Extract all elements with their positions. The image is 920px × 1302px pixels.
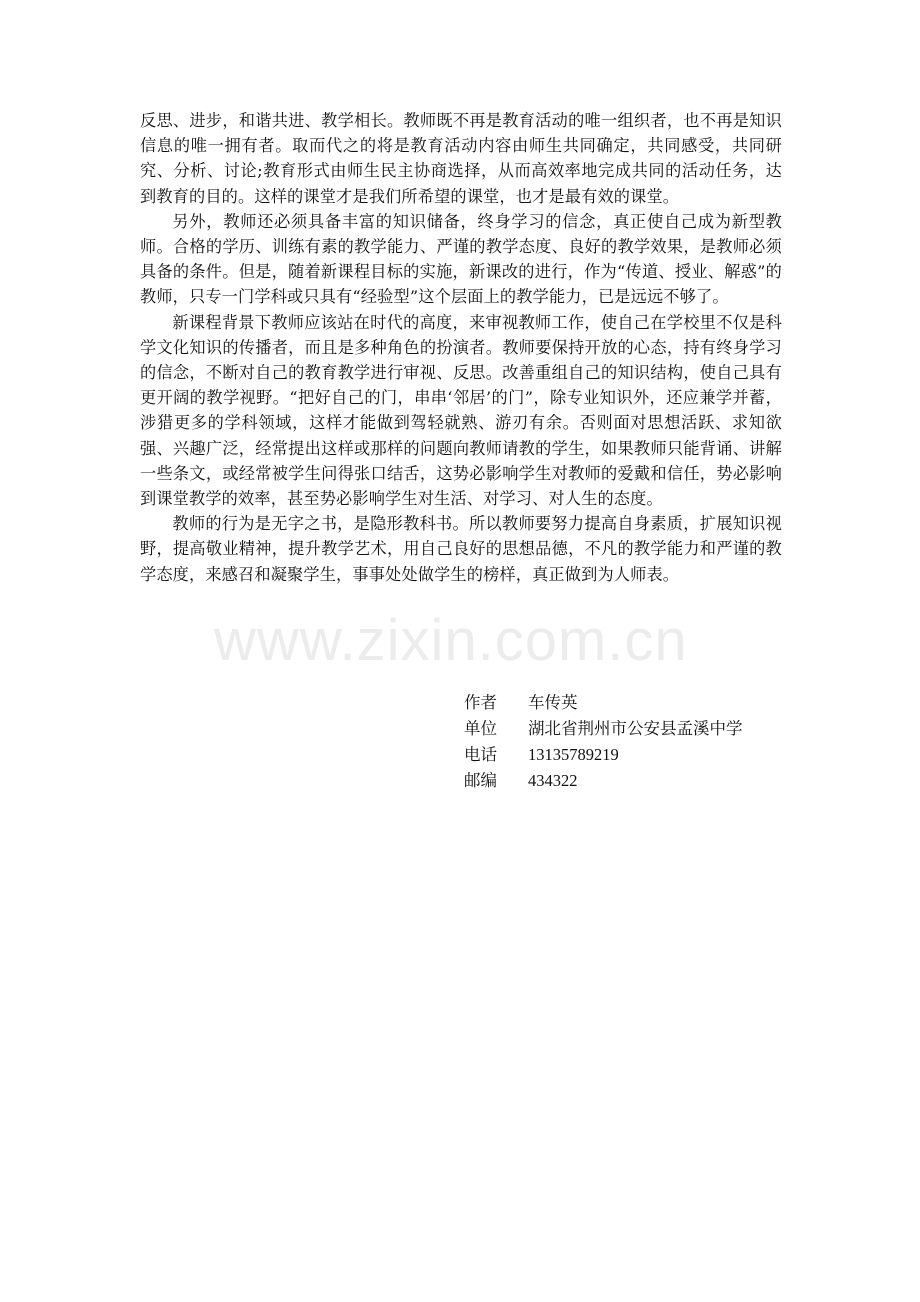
- unit-value: 湖北省荆州市公安县孟溪中学: [528, 719, 743, 738]
- postcode-label: 邮编: [464, 771, 497, 790]
- paragraph-1: 反思、进步，和谐共进、教学相长。教师既不再是教育活动的唯一组织者，也不再是知识信息的唯一拥有者。取而代之的将是教育活动内容由师生共同确定，共同感受，共同研究、分析、讨论;教育形式由师生民主协商选择，从而高效率地完成共同的活动任务，达到教育的目的。这样的课堂才是我们所希望的课堂，也才是最有效的课堂。: [140, 111, 782, 206]
- unit-row: [464, 716, 743, 742]
- article-body: [140, 108, 782, 587]
- postcode-row: [464, 768, 743, 794]
- postcode-value: 434322: [528, 771, 578, 790]
- author-name: 车传英: [528, 693, 578, 712]
- author-info-block: [464, 690, 743, 794]
- paragraph-3: 新课程背景下教师应该站在时代的高度，来审视教师工作，使自己在学校里不仅是科学文化知识的传播者，而且是多种角色的扮演者。教师要保持开放的心态，持有终身学习的信念，不断对自己的教育教学进行审视、反思。改善重组自己的知识结构，使自己具有更开阔的教学视野。“把好自己的门，串串‘邻居’的门”，除专业知识外，还应兼学并蓄，涉猎更多的学科领域，这样才能做到驾轻就熟、游刃有余。否则面对思想活跃、求知欲强、兴趣广泛，经常提出这样或那样的问题向教师请教的学生，如果教师只能背诵、讲解一些条文，或经常被学生问得张口结舌，这势必影响学生对教师的爱戴和信任，势必影响到课堂教学的效率，甚至势必影响学生对生活、对学习、对人生的态度。: [140, 312, 782, 509]
- paragraph-2: 另外，教师还必须具备丰富的知识储备，终身学习的信念，真正使自己成为新型教师。合格的学历、训练有素的教学能力、严谨的教学态度、良好的教学效果，是教师必须具备的条件。但是，随着新课程目标的实施，新课改的进行，作为“传道、授业、解惑”的教师，只专一门学科或只具有“经验型”这个层面上的教学能力，已是远远不够了。: [140, 211, 782, 307]
- paragraph-4: 教师的行为是无字之书，是隐形教科书。所以教师要努力提高自身素质，扩展知识视野，提高敬业精神，提升教学艺术，用自己良好的思想品德，不凡的教学能力和严谨的教学态度，来感召和凝聚学生，事事处处做学生的榜样，真正做到为人师表。: [140, 514, 782, 584]
- author-label: 作者: [464, 693, 497, 712]
- phone-label: 电话: [464, 745, 497, 764]
- phone-value: 13135789219: [528, 745, 619, 764]
- unit-label: 单位: [464, 719, 497, 738]
- phone-row: [464, 742, 743, 768]
- watermark: www.zixin.com.cn: [214, 608, 688, 673]
- author-row: [464, 690, 743, 716]
